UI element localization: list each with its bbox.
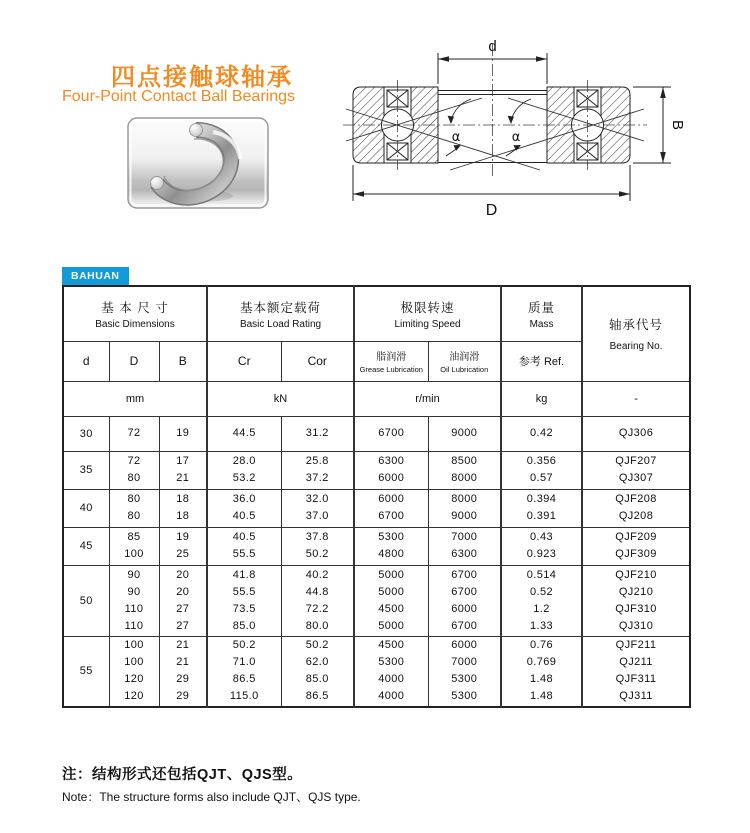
cell-mass <box>501 636 582 707</box>
value-bearing: QJ311 <box>619 690 653 703</box>
cell-bearing <box>582 489 690 527</box>
cell-oil <box>428 565 501 636</box>
value-B: 17 <box>176 455 190 467</box>
value-B: 29 <box>176 690 190 703</box>
value-Cor: 50.2 <box>305 639 329 652</box>
header-en: Limiting Speed <box>394 318 461 330</box>
value-mass: 0.356 <box>526 455 557 467</box>
cell-Cr <box>207 636 281 707</box>
cell-grease <box>354 451 428 489</box>
value-mass: 0.769 <box>526 656 557 669</box>
value-Cr: 44.5 <box>232 427 256 439</box>
unit-bearing: - <box>582 381 690 416</box>
cell-grease <box>354 527 428 565</box>
cell-bearing <box>582 636 690 707</box>
cell-bearing <box>582 416 690 451</box>
cell-D <box>109 489 159 527</box>
value-bearing: QJ208 <box>618 510 654 522</box>
value-grease: 6700 <box>378 427 405 439</box>
value-oil: 6700 <box>451 619 478 632</box>
cell-mass <box>501 565 582 636</box>
header-col-cor: Cor <box>281 341 354 381</box>
value-Cr: 55.5 <box>232 585 256 598</box>
value-D: 85 <box>127 531 141 543</box>
value-Cr: 50.2 <box>232 639 256 652</box>
units-row <box>63 381 690 416</box>
value-bearing: QJF210 <box>615 568 657 581</box>
cell-d: 45 <box>63 527 109 565</box>
value-D: 100 <box>124 639 144 652</box>
cell-D <box>109 451 159 489</box>
value-mass: 1.48 <box>530 673 554 686</box>
unit-kn: kN <box>207 381 354 416</box>
dim-label-d: d <box>488 38 497 55</box>
cell-grease <box>354 565 428 636</box>
value-oil: 6000 <box>451 639 478 652</box>
value-bearing: QJF211 <box>615 639 657 652</box>
cell-Cor <box>281 527 354 565</box>
value-Cor: 37.2 <box>305 472 329 484</box>
cell-Cr <box>207 489 281 527</box>
header-zh: 轴承代号 <box>609 318 664 333</box>
value-D: 72 <box>127 427 141 439</box>
cell-grease <box>354 416 428 451</box>
value-grease: 4500 <box>378 639 405 652</box>
value-oil: 6300 <box>451 548 478 560</box>
header-zh: 脂润滑 <box>376 352 407 363</box>
header-en: Basic Dimensions <box>95 318 175 330</box>
header-oil-lubrication <box>428 341 501 381</box>
cell-B <box>159 527 207 565</box>
value-grease: 5300 <box>378 656 405 669</box>
cell-d: 55 <box>63 636 109 707</box>
value-Cr: 28.0 <box>232 455 256 467</box>
value-oil: 8000 <box>451 493 478 505</box>
header-grease-lubrication <box>354 341 428 381</box>
header-col-B: B <box>159 341 207 381</box>
cell-oil <box>428 527 501 565</box>
value-grease: 4000 <box>378 673 405 686</box>
bearing-spec-table <box>62 285 691 708</box>
value-mass: 0.76 <box>530 639 554 652</box>
value-oil: 6700 <box>451 585 478 598</box>
bearing-section-diagram <box>340 28 750 218</box>
value-D: 80 <box>127 472 141 484</box>
value-Cr: 73.5 <box>232 602 256 615</box>
value-B: 27 <box>176 602 190 615</box>
cell-oil <box>428 489 501 527</box>
cell-d: 30 <box>63 416 109 451</box>
value-bearing: QJF309 <box>615 548 657 560</box>
header-basic-load-rating <box>207 286 354 341</box>
spec-row-group <box>63 636 690 707</box>
value-mass: 0.57 <box>530 472 554 484</box>
value-B: 20 <box>176 585 190 598</box>
value-D: 110 <box>124 602 144 615</box>
value-bearing: QJ306 <box>618 427 654 439</box>
value-grease: 6300 <box>378 455 405 467</box>
value-mass: 1.2 <box>533 602 550 615</box>
cell-grease <box>354 636 428 707</box>
cell-grease <box>354 489 428 527</box>
value-mass: 1.33 <box>530 619 554 632</box>
header-zh: 质量 <box>528 300 556 315</box>
value-Cr: 36.0 <box>232 493 256 505</box>
value-Cor: 37.8 <box>305 531 329 543</box>
value-Cr: 40.5 <box>232 510 256 522</box>
value-bearing: QJF209 <box>615 531 657 543</box>
value-Cor: 25.8 <box>305 455 329 467</box>
header-limiting-speed <box>354 286 501 341</box>
brand-tag: BAHUAN <box>62 267 129 285</box>
value-Cor: 37.0 <box>305 510 329 522</box>
header-col-cr: Cr <box>207 341 281 381</box>
value-D: 72 <box>127 455 141 467</box>
value-bearing: QJF310 <box>615 602 657 615</box>
unit-mm: mm <box>63 381 207 416</box>
header-group-row <box>63 286 690 341</box>
value-Cor: 40.2 <box>305 568 329 581</box>
cell-Cor <box>281 451 354 489</box>
header-en: Grease Lubrication <box>359 365 423 374</box>
value-bearing: QJ210 <box>618 585 654 598</box>
header-en: Basic Load Rating <box>239 318 322 330</box>
header-bearing-no <box>582 286 690 381</box>
value-mass: 1.48 <box>530 690 554 703</box>
header-col-D: D <box>109 341 159 381</box>
cell-B <box>159 416 207 451</box>
cell-mass <box>501 527 582 565</box>
note-en: Note：The structure forms also include QJT、QJS type. <box>62 790 361 804</box>
cell-oil <box>428 636 501 707</box>
value-D: 120 <box>124 690 144 703</box>
cell-B <box>159 451 207 489</box>
header-basic-dimensions <box>63 286 207 341</box>
spec-row-group <box>63 527 690 565</box>
value-grease: 5000 <box>378 619 405 632</box>
cell-B <box>159 565 207 636</box>
bearing-ball <box>151 177 164 190</box>
cell-bearing <box>582 565 690 636</box>
value-grease: 5000 <box>378 585 405 598</box>
value-grease: 4000 <box>378 690 405 703</box>
value-B: 20 <box>176 568 190 581</box>
value-oil: 7000 <box>451 531 478 543</box>
value-grease: 5000 <box>378 568 405 581</box>
cell-Cor <box>281 565 354 636</box>
unit-kg: kg <box>501 381 582 416</box>
value-Cr: 40.5 <box>232 531 256 543</box>
cell-oil <box>428 451 501 489</box>
value-D: 110 <box>124 619 144 632</box>
value-Cor: 50.2 <box>305 548 329 560</box>
value-D: 90 <box>127 585 141 598</box>
value-Cor: 72.2 <box>305 602 329 615</box>
cell-Cr <box>207 527 281 565</box>
dimension-D <box>353 165 630 201</box>
value-mass: 0.391 <box>526 510 557 522</box>
spec-row-group <box>63 451 690 489</box>
header-zh: 基本额定载荷 <box>240 300 322 315</box>
value-oil: 8000 <box>451 472 478 484</box>
cell-Cr <box>207 416 281 451</box>
value-Cor: 31.2 <box>305 427 329 439</box>
header-zh: 油润滑 <box>449 352 480 363</box>
value-bearing: QJ211 <box>619 656 653 669</box>
value-mass: 0.923 <box>526 548 557 560</box>
cell-Cr <box>207 565 281 636</box>
value-oil: 8500 <box>451 455 478 467</box>
spec-row-group <box>63 565 690 636</box>
cell-d: 40 <box>63 489 109 527</box>
value-Cor: 85.0 <box>305 673 329 686</box>
bearing-ball <box>190 124 203 137</box>
value-oil: 7000 <box>451 656 478 669</box>
value-oil: 6700 <box>451 568 478 581</box>
spec-row-group <box>63 489 690 527</box>
value-bearing: QJ310 <box>618 619 654 632</box>
value-oil: 5300 <box>451 673 478 686</box>
bearing-photo <box>127 117 269 209</box>
value-Cr: 41.8 <box>232 568 256 581</box>
value-mass: 0.42 <box>530 427 554 439</box>
value-Cr: 55.5 <box>232 548 256 560</box>
cell-mass <box>501 416 582 451</box>
dim-label-D: D <box>485 202 498 218</box>
value-Cr: 86.5 <box>232 673 256 686</box>
cell-Cor <box>281 489 354 527</box>
angle-label-alpha-left: α <box>451 130 461 145</box>
value-Cor: 32.0 <box>305 493 329 505</box>
cell-d: 50 <box>63 565 109 636</box>
value-mass: 0.394 <box>526 493 557 505</box>
note-zh: 注：结构形式还包括QJT、QJS型。 <box>62 767 303 783</box>
header-col-d: d <box>63 341 109 381</box>
value-mass: 0.514 <box>526 568 557 581</box>
dim-label-B: B <box>669 119 686 131</box>
cell-D <box>109 565 159 636</box>
value-grease: 6000 <box>378 493 405 505</box>
value-Cr: 71.0 <box>232 656 256 669</box>
cell-mass <box>501 451 582 489</box>
cell-D <box>109 527 159 565</box>
value-B: 21 <box>176 472 190 484</box>
value-bearing: QJ307 <box>618 472 654 484</box>
cell-D <box>109 636 159 707</box>
header-zh: 极限转速 <box>400 300 455 315</box>
value-D: 100 <box>124 548 144 560</box>
value-oil: 6000 <box>451 602 478 615</box>
cell-mass <box>501 489 582 527</box>
value-Cor: 80.0 <box>305 619 329 632</box>
header-en: Bearing No. <box>609 341 663 353</box>
value-B: 19 <box>176 427 190 439</box>
value-Cor: 86.5 <box>305 690 329 703</box>
header-ref: 参考 Ref. <box>501 341 582 381</box>
value-Cr: 85.0 <box>232 619 256 632</box>
value-B: 18 <box>176 493 190 505</box>
table-body <box>63 416 690 707</box>
header-mass <box>501 286 582 341</box>
value-bearing: QJF208 <box>615 493 657 505</box>
value-B: 19 <box>176 531 190 543</box>
cell-D <box>109 416 159 451</box>
alpha-annotations <box>446 99 531 156</box>
unit-rmin: r/min <box>354 381 501 416</box>
value-B: 21 <box>176 639 190 652</box>
header-zh: 基 本 尺 寸 <box>101 300 169 315</box>
page-title-en: Four-Point Contact Ball Bearings <box>62 88 295 105</box>
value-grease: 5300 <box>378 531 405 543</box>
value-B: 18 <box>176 510 190 522</box>
value-oil: 9000 <box>451 510 478 522</box>
cell-d: 35 <box>63 451 109 489</box>
value-D: 80 <box>127 510 141 522</box>
value-bearing: QJF207 <box>615 455 657 467</box>
cell-Cor <box>281 636 354 707</box>
value-B: 25 <box>176 548 190 560</box>
value-mass: 0.52 <box>530 585 554 598</box>
value-oil: 5300 <box>451 690 478 703</box>
header-en: Mass <box>529 318 554 330</box>
cell-Cr <box>207 451 281 489</box>
cell-B <box>159 636 207 707</box>
cell-bearing <box>582 527 690 565</box>
page-title-zh: 四点接触球轴承 <box>111 64 293 91</box>
value-mass: 0.43 <box>530 531 554 543</box>
value-Cr: 115.0 <box>229 690 259 703</box>
header-en: Oil Lubrication <box>440 365 489 374</box>
value-grease: 4800 <box>378 548 405 560</box>
cell-B <box>159 489 207 527</box>
value-Cor: 44.8 <box>305 585 329 598</box>
value-Cor: 62.0 <box>305 656 329 669</box>
value-grease: 6700 <box>378 510 405 522</box>
value-B: 21 <box>176 656 190 669</box>
cell-bearing <box>582 451 690 489</box>
value-B: 27 <box>176 619 190 632</box>
value-D: 90 <box>127 568 141 581</box>
cell-Cor <box>281 416 354 451</box>
value-B: 29 <box>176 673 190 686</box>
value-D: 80 <box>127 493 141 505</box>
value-oil: 9000 <box>451 427 478 439</box>
value-D: 120 <box>124 673 144 686</box>
value-grease: 4500 <box>378 602 405 615</box>
value-Cr: 53.2 <box>232 472 256 484</box>
value-D: 100 <box>124 656 144 669</box>
spec-row-group <box>63 416 690 451</box>
cell-oil <box>428 416 501 451</box>
angle-label-alpha-right: α <box>511 130 521 145</box>
value-grease: 6000 <box>378 472 405 484</box>
value-bearing: QJF311 <box>615 673 657 686</box>
